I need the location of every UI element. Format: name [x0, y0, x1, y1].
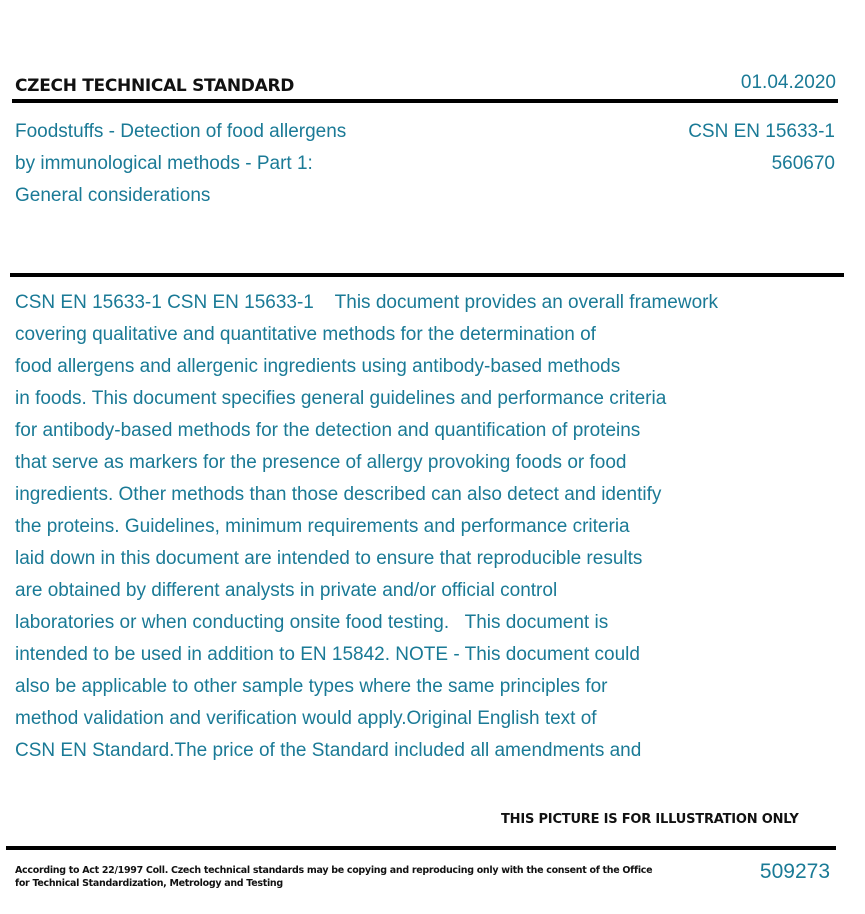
abstract-line: CSN EN Standard.The price of the Standard included all amendments and — [15, 740, 642, 761]
publication-date: 01.04.2020 — [740, 72, 836, 93]
title-line: General considerations — [15, 185, 211, 206]
abstract-line: that serve as markers for the presence of allergy provoking foods or food — [15, 452, 627, 473]
legal-line: According to Act 22/1997 Coll. Czech technical standards may be copying and reproducing only with the consent of the Office — [15, 865, 653, 876]
abstract-line: also be applicable to other sample types where the same principles for — [15, 676, 608, 697]
illustration-disclaimer: THIS PICTURE IS FOR ILLUSTRATION ONLY — [501, 812, 799, 827]
document-type-heading: CZECH TECHNICAL STANDARD — [15, 76, 295, 96]
abstract-line: covering qualitative and quantitative methods for the determination of — [15, 324, 596, 345]
title-line: by immunological methods - Part 1: — [15, 153, 313, 174]
standard-code: CSN EN 15633-1 — [688, 121, 835, 142]
standard-codes — [688, 116, 835, 180]
abstract-line: intended to be used in addition to EN 15842. NOTE - This document could — [15, 644, 640, 665]
abstract-line: CSN EN 15633-1 CSN EN 15633-1 This document provides an overall framework — [15, 292, 718, 313]
abstract-line: laid down in this document are intended to ensure that reproducible results — [15, 548, 643, 569]
abstract-line: for antibody-based methods for the detection and quantification of proteins — [15, 420, 641, 441]
title-divider — [10, 273, 844, 277]
standard-title — [15, 116, 346, 212]
abstract-line: method validation and verification would apply.Original English text of — [15, 708, 597, 729]
abstract-text — [15, 287, 855, 767]
abstract-line: ingredients. Other methods than those described can also detect and identify — [15, 484, 662, 505]
abstract-line: laboratories or when conducting onsite food testing. This document is — [15, 612, 609, 633]
abstract-line: the proteins. Guidelines, minimum requirements and performance criteria — [15, 516, 630, 537]
header-divider — [12, 99, 838, 103]
abstract-line: are obtained by different analysts in private and/or official control — [15, 580, 558, 601]
class-number: 560670 — [771, 153, 835, 174]
legal-notice — [15, 864, 652, 890]
legal-line: for Technical Standardization, Metrology and Testing — [15, 878, 283, 889]
abstract-line: in foods. This document specifies general guidelines and performance criteria — [15, 388, 667, 409]
title-line: Foodstuffs - Detection of food allergens — [15, 121, 347, 142]
catalog-number: 509273 — [759, 860, 830, 883]
footer-divider — [6, 846, 836, 850]
abstract-line: food allergens and allergenic ingredients using antibody-based methods — [15, 356, 621, 377]
